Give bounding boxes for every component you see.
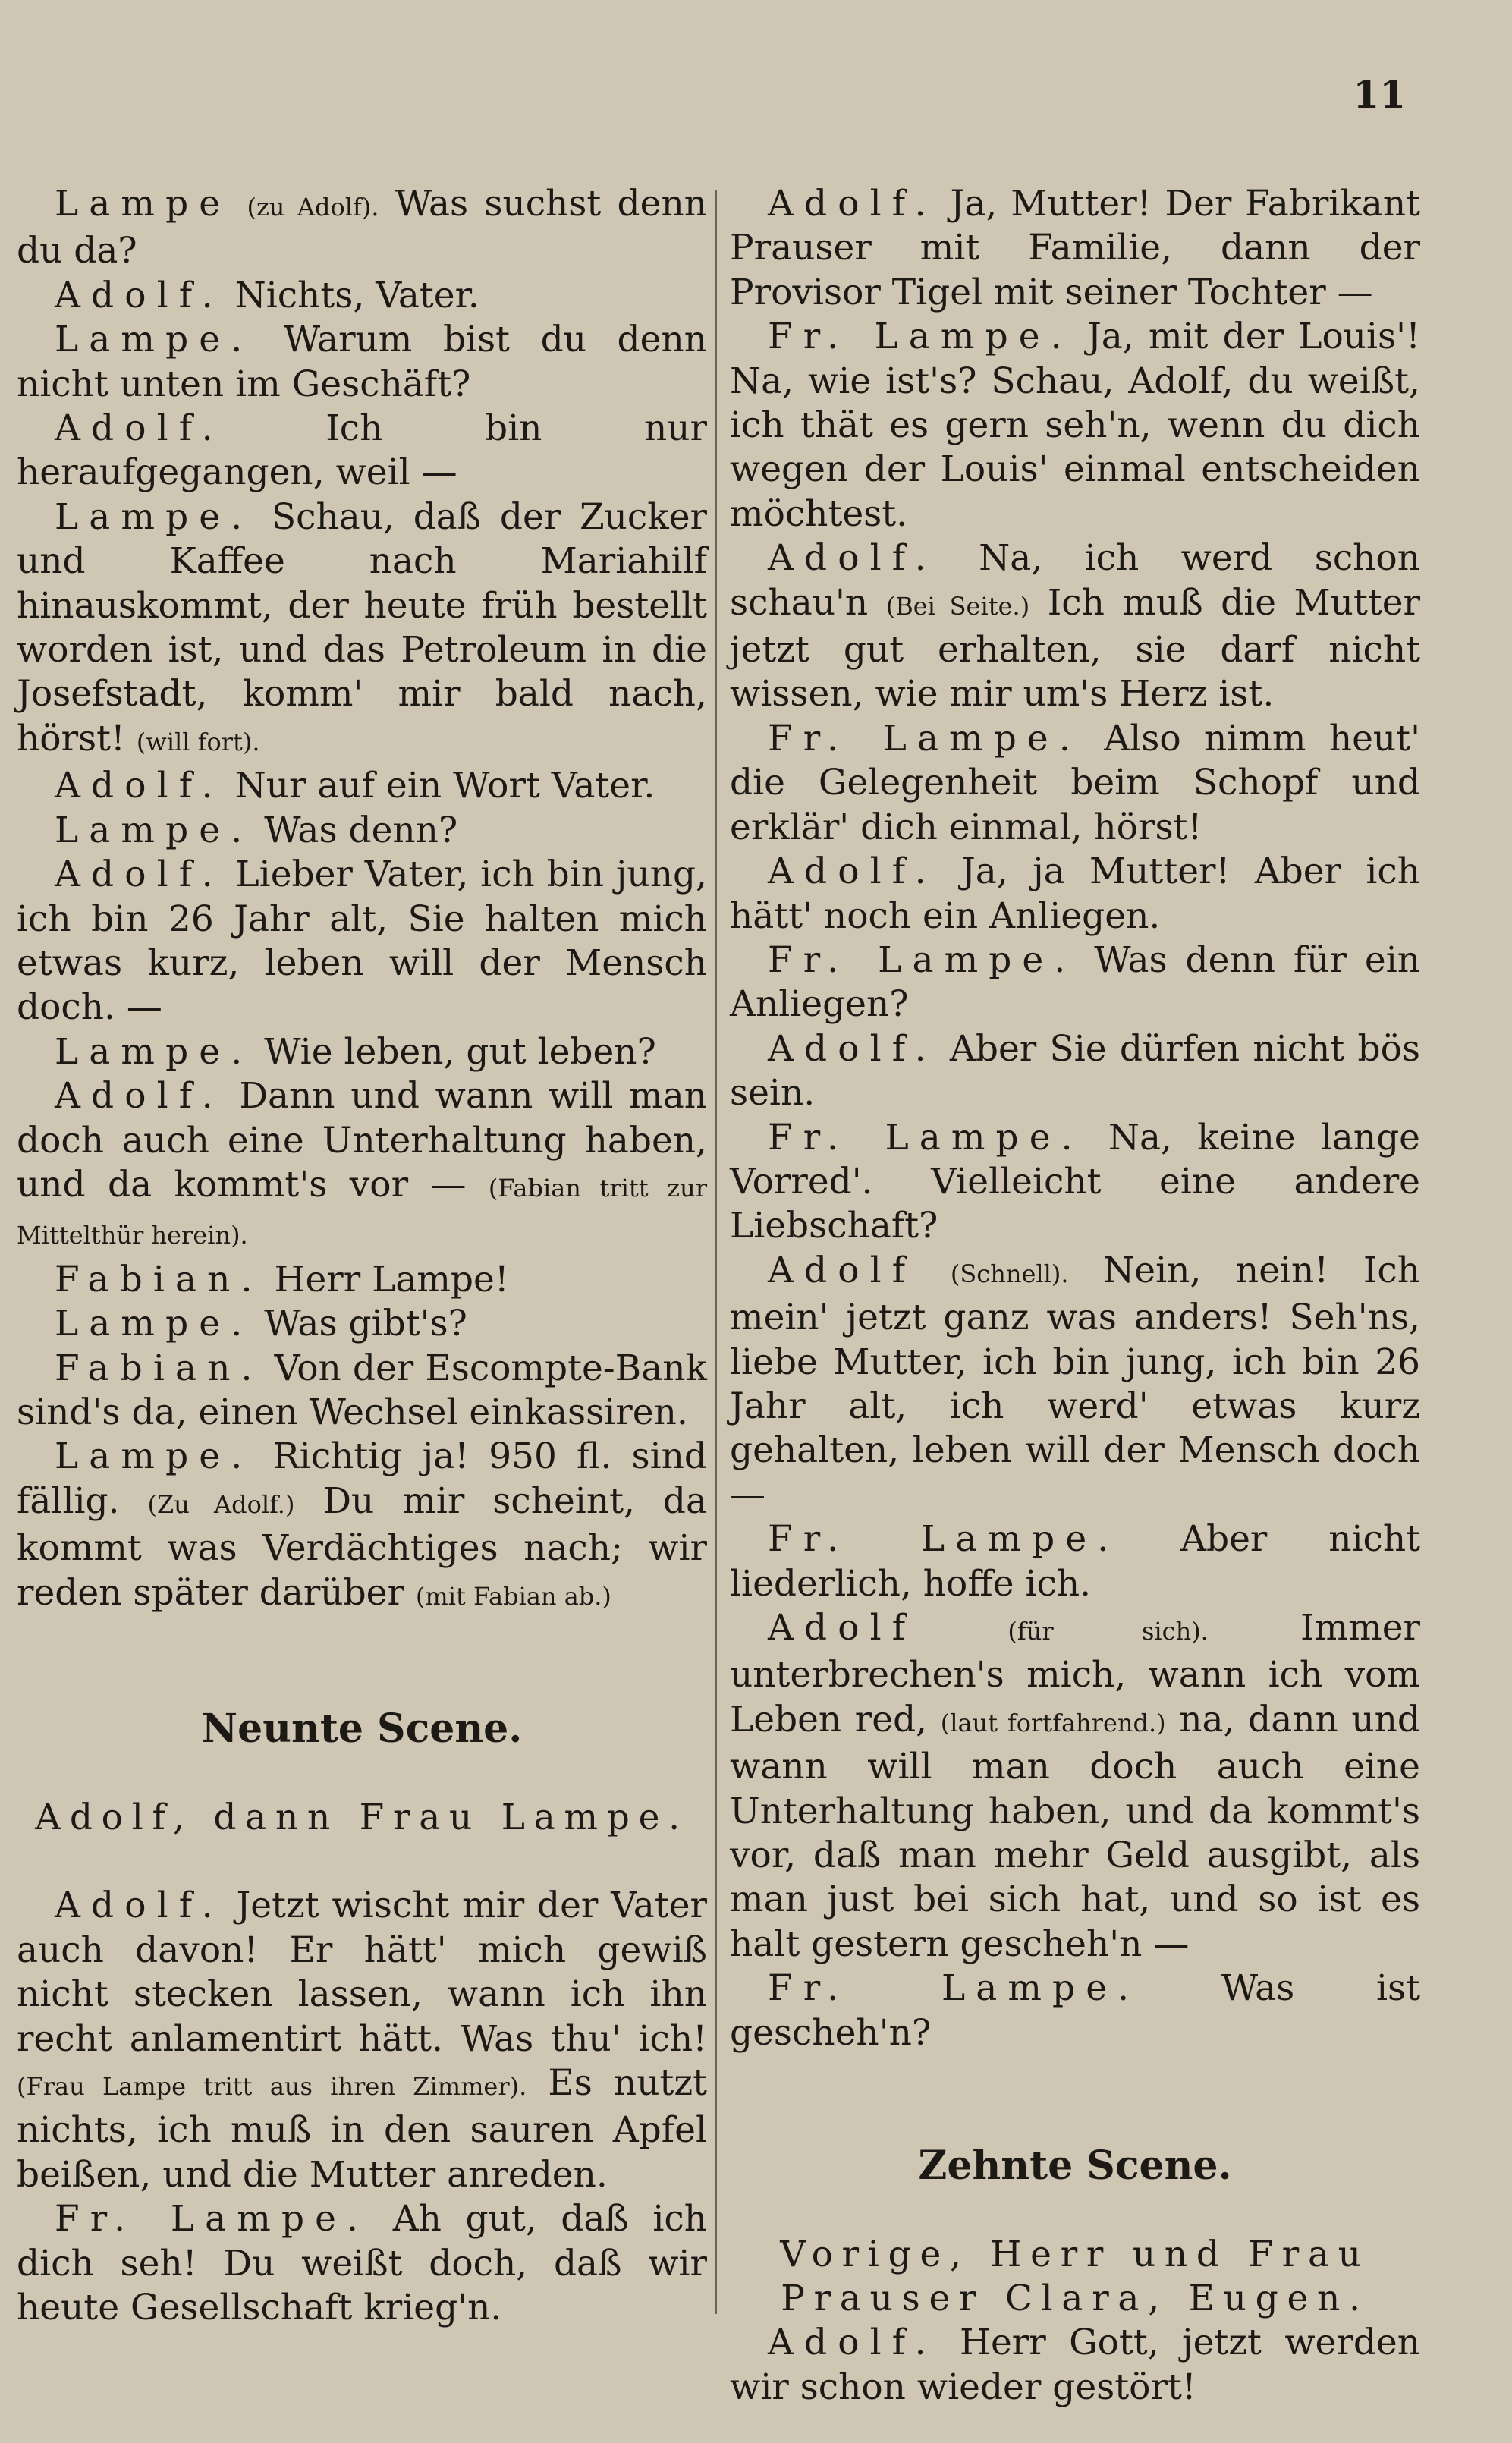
column-divider xyxy=(715,190,717,2314)
paragraph xyxy=(17,809,707,853)
paragraph xyxy=(17,495,707,764)
dialogue: Immer unterbrechen's mich, wann ich vom Leben red, xyxy=(730,1607,1420,1740)
dialogue: Ja, mit der Louis'! Na, wie ist's? Schau, Adolf, du weißt, ich thät es gern seh'n, wenn du dich wegen der Louis' einmal entscheiden möchtest. xyxy=(730,316,1420,535)
speaker: Adolf. xyxy=(55,1885,224,1927)
dialogue: Was gibt's? xyxy=(264,1303,467,1345)
paragraph xyxy=(730,315,1420,536)
speaker: Adolf xyxy=(768,1249,916,1291)
speaker: Lampe xyxy=(55,183,231,225)
paragraph xyxy=(730,1027,1420,1116)
paragraph xyxy=(730,850,1420,939)
speaker: Adolf. xyxy=(55,407,224,450)
paragraph xyxy=(730,939,1420,1027)
paragraph xyxy=(17,1074,707,1258)
right-column xyxy=(730,182,1420,2410)
dialogue: Dann und wann will man doch auch eine Unterhaltung haben, und da kommt's vor — xyxy=(17,1075,707,1206)
dialogue: Es nutzt nichts, ich muß in den sauren Apfel beißen, und die Mutter anreden. xyxy=(17,2062,707,2196)
paragraph xyxy=(17,1302,707,1346)
paragraph xyxy=(17,1884,707,2197)
stage-direction: (Frau Lampe tritt aus ihren Zimmer). xyxy=(17,2072,527,2101)
paragraph xyxy=(17,1258,707,1302)
scene-heading: Zehnte Scene. xyxy=(918,2142,1232,2189)
paragraph xyxy=(730,717,1420,850)
dialogue: Herr Lampe! xyxy=(274,1258,509,1300)
speaker: Fr. Lampe. xyxy=(768,717,1081,759)
speaker: Lampe. xyxy=(55,1435,253,1478)
dialogue: Von der Escompte-Bank sind's da, einen Wechsel einkassiren. xyxy=(17,1347,707,1433)
speaker: Lampe. xyxy=(55,1030,253,1073)
dialogue: Schau, daß der Zucker und Kaffee nach Mariahilf hinauskommt, der heute früh bestellt worden ist, und das Petroleum in die Josefstadt, komm' mir bald nach, hörst! xyxy=(17,495,707,759)
speaker: Lampe. xyxy=(55,809,253,851)
paragraph xyxy=(17,182,707,274)
dialogue: Na, ich werd schon schau'n xyxy=(730,537,1420,624)
dialogue: Was suchst denn du da? xyxy=(17,183,707,272)
dialogue: Was denn für ein Anliegen? xyxy=(730,939,1420,1026)
paragraph xyxy=(730,1606,1420,1967)
dialogue: Lieber Vater, ich bin jung, ich bin 26 Jahr alt, Sie halten mich etwas kurz, leben will der Mensch doch. — xyxy=(17,854,707,1029)
dialogue: Aber Sie dürfen nicht bös sein. xyxy=(730,1027,1420,1115)
speaker: Adolf. xyxy=(55,854,224,896)
dialogue: Na, keine lange Vorred'. Vielleicht eine andere Liebschaft? xyxy=(730,1116,1420,1247)
dialogue: Ja, ja Mutter! Aber ich hätt' noch ein Anliegen. xyxy=(730,850,1420,937)
paragraph xyxy=(17,274,707,318)
stage-direction: (Fabian tritt zur Mittelthür herein). xyxy=(17,1173,707,1250)
cast-list: Vorige, Herr und Frau Prauser Clara, Eugen. xyxy=(780,2233,1370,2320)
dialogue: Ich bin nur heraufgegangen, weil — xyxy=(17,407,707,494)
speaker: Fr. Lampe. xyxy=(55,2198,369,2240)
paragraph xyxy=(17,764,707,808)
dialogue: Richtig ja! 950 fl. sind fällig. xyxy=(17,1435,707,1522)
stage-direction: (Zu Adolf.) xyxy=(147,1489,295,1519)
speaker: Fr. Lampe. xyxy=(768,1116,1083,1159)
stage-direction: (für sich). xyxy=(1007,1617,1209,1646)
stage-direction: (mit Fabian ab.) xyxy=(415,1581,611,1611)
dialogue: Was denn? xyxy=(264,809,458,851)
speaker: Adolf. xyxy=(55,274,224,316)
dialogue: Was ist gescheh'n? xyxy=(730,1967,1421,2054)
dialogue: Nur auf ein Wort Vater. xyxy=(234,765,655,807)
dialogue: Ich muß die Mutter jetzt gut erhalten, sie darf nicht wissen, wie mir um's Herz ist. xyxy=(730,581,1420,715)
dialogue: Ah gut, daß ich dich seh! Du weißt doch, daß wir heute Gesellschaft krieg'n. xyxy=(17,2198,707,2329)
paragraph xyxy=(730,1116,1420,1249)
speaker: Lampe. xyxy=(55,1303,253,1345)
speaker: Lampe. xyxy=(55,495,253,538)
dialogue: Jetzt wischt mir der Vater auch davon! Er hätt' mich gewiß nicht stecken lassen, wann ich ihn recht anlamentirt hätt. Was thu' ich! xyxy=(17,1885,707,2060)
speaker: Fabian. xyxy=(55,1347,263,1389)
dialogue: Also nimm heut' die Gelegenheit beim Schopf und erklär' dich einmal, hörst! xyxy=(730,717,1420,848)
speaker: Fr. Lampe. xyxy=(768,1967,1140,2010)
paragraph xyxy=(730,2321,1420,2410)
dialogue: Wie leben, gut leben? xyxy=(264,1030,656,1073)
dialogue: Du mir scheint, da kommt was Verdächtiges nach; wir reden später darüber xyxy=(17,1479,707,1614)
scene-heading: Neunte Scene. xyxy=(201,1705,523,1752)
speaker: Adolf. xyxy=(768,2322,937,2364)
paragraph xyxy=(730,1967,1420,2055)
speaker: Adolf. xyxy=(768,1027,937,1070)
paragraph xyxy=(17,407,707,495)
stage-direction: (will fort). xyxy=(136,727,260,756)
dialogue: Aber nicht liederlich, hoffe ich. xyxy=(730,1518,1420,1605)
dialogue: Ja, Mutter! Der Fabrikant Prauser mit Familie, dann der Provisor Tigel mit seiner Tochter — xyxy=(730,183,1420,313)
stage-direction: (zu Adolf). xyxy=(247,193,379,222)
speaker: Fr. Lampe. xyxy=(768,939,1077,981)
paragraph xyxy=(17,1030,707,1074)
speaker: Fr. Lampe. xyxy=(768,1518,1120,1561)
speaker: Fr. Lampe. xyxy=(768,316,1073,358)
speaker: Adolf. xyxy=(55,765,224,807)
paragraph xyxy=(17,853,707,1030)
paragraph xyxy=(17,1347,707,1435)
speaker: Lampe. xyxy=(55,319,253,361)
paragraph xyxy=(730,182,1420,315)
speaker: Adolf. xyxy=(55,1075,224,1118)
page-number: 11 xyxy=(1353,72,1406,117)
dialogue: na, dann und wann will man doch auch eine Unterhaltung haben, und da kommt's vor, daß man mehr Geld ausgibt, als man just bei sich hat, und so ist es halt gestern gescheh'n — xyxy=(730,1698,1420,1965)
paragraph xyxy=(730,1517,1420,1606)
dialogue: Nein, nein! Ich mein' jetzt ganz was anders! Seh'ns, liebe Mutter, ich bin jung, ich bin 26 Jahr alt, ich werd' etwas kurz gehalten, leben will der Mensch doch — xyxy=(730,1249,1420,1516)
stage-direction: (Bei Seite.) xyxy=(885,591,1030,621)
stage-direction: (Schnell). xyxy=(950,1259,1069,1288)
cast-list: Adolf, dann Frau Lampe. xyxy=(35,1796,689,1838)
speaker: Adolf. xyxy=(768,850,937,893)
speaker: Fabian. xyxy=(55,1258,263,1300)
speaker: Adolf. xyxy=(768,183,937,225)
paragraph xyxy=(17,1435,707,1618)
dialogue: Herr Gott, jetzt werden wir schon wieder gestört! xyxy=(730,2322,1420,2408)
speaker: Adolf xyxy=(768,1607,916,1649)
dialogue: Warum bist du denn nicht unten im Geschäft? xyxy=(17,319,707,405)
paragraph xyxy=(17,2197,707,2330)
stage-direction: (laut fortfahrend.) xyxy=(940,1708,1166,1737)
paragraph xyxy=(17,318,707,407)
paragraph xyxy=(730,536,1420,717)
speaker: Adolf. xyxy=(768,537,937,580)
dialogue: Nichts, Vater. xyxy=(234,274,479,316)
paragraph xyxy=(730,1249,1420,1517)
left-column xyxy=(17,182,707,2330)
